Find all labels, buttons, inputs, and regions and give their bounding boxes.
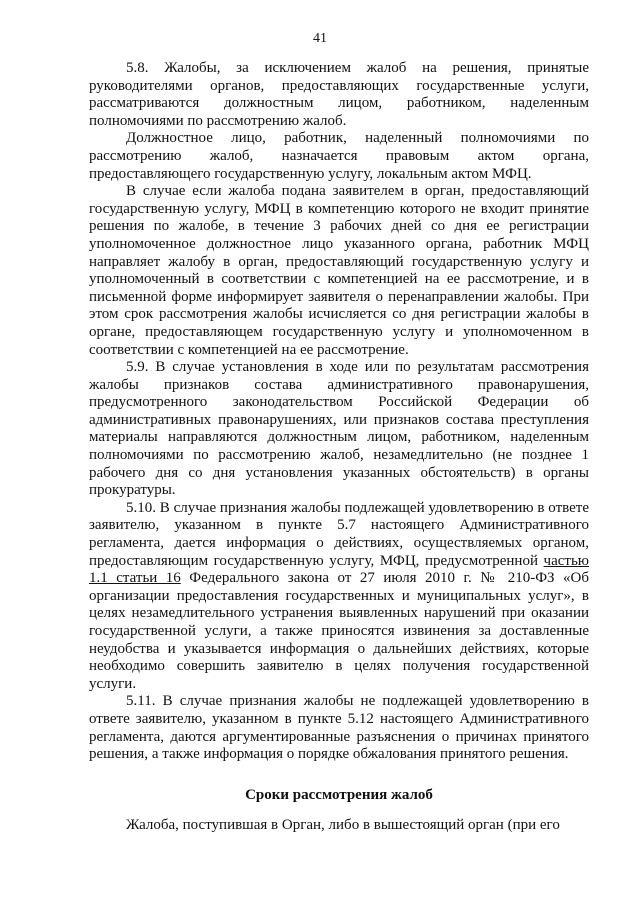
paragraph-5-10 (89, 500, 589, 694)
paragraph-official-appointment: Должностное лицо, работник, наделенный полномочиями по рассмотрению жалоб, назначается правовым актом органа, предоставляющего государственную услугу, локальным актом МФЦ. (89, 130, 589, 182)
paragraph-5-9: 5.9. В случае установления в ходе или по результатам рассмотрения жалобы признаков состава административного правонарушения, предусмотренного законодательством Российской Федерации об административных правонарушениях, или признаков состава преступления материалы направляются должностным лицом, работником, наделенным полномочиями по рассмотрению жалоб, незамедлительно (не позднее 1 рабочего дня со дня установления указанных обстоятельств) в органы прокуратуры. (89, 359, 589, 499)
document-body (89, 60, 589, 834)
paragraph-5-10-text-end: Федерального закона от 27 июля 2010 г. № 210-ФЗ «Об организации предоставления государственных и муниципальных услуг», в целях незамедлительного устранения выявленных нарушений при оказании государственной услуги, а также приносятся извинения за доставленные неудобства и указывается информация о дальнейших действиях, которые необходимо совершить заявителю в целях получения государственной услуги. (89, 570, 590, 692)
paragraph-5-11: 5.11. В случае признания жалобы не подлежащей удовлетворению в ответе заявителю, указанном в пункте 5.12 настоящего Административного регламента, даются аргументированные разъяснения о причинах принятого решения, а также информация о порядке обжалования принятого решения. (89, 693, 589, 763)
paragraph-complaint-received: Жалоба, поступившая в Орган, либо в вышестоящий орган (при его (126, 816, 560, 833)
paragraph-5-10-text-start: 5.10. В случае признания жалобы подлежащей удовлетворению в ответе заявителю, указанном в пункте 5.7 настоящего Административного регламента, дается информация о действиях, осуществляемых органом, предоставляющим государственную услугу, МФЦ, предусмотренной (89, 499, 589, 569)
paragraph-complaint-redirect: В случае если жалоба подана заявителем в орган, предоставляющий государственную услугу, МФЦ в компетенцию которого не входит принятие решения по жалобе, в течение 3 рабочих дней со дня ее регистрации уполномоченное должностное лицо указанного органа, работник МФЦ направляет жалобу в орган, предоставляющий государственную услугу и уполномоченный в соответствии с компетенцией на ее рассмотрение, и в письменной форме информирует заявителя о перенаправлении жалобы. При этом срок рассмотрения жалобы исчисляется со дня регистрации жалобы в органе, предоставляющем государственную услугу и уполномоченном в соответствии с компетенцией на ее рассмотрение. (89, 183, 589, 358)
paragraph-5-8: 5.8. Жалобы, за исключением жалоб на решения, принятые руководителями органов, предоставляющих государственные услуги, рассматриваются должностным лицом, работником, наделенным полномочиями по рассмотрению жалоб. (89, 60, 589, 129)
page-number: 41 (313, 31, 327, 46)
law-article-link[interactable]: частью 1.1 статьи 16 (89, 552, 589, 587)
section-heading: Сроки рассмотрения жалоб (245, 786, 433, 803)
